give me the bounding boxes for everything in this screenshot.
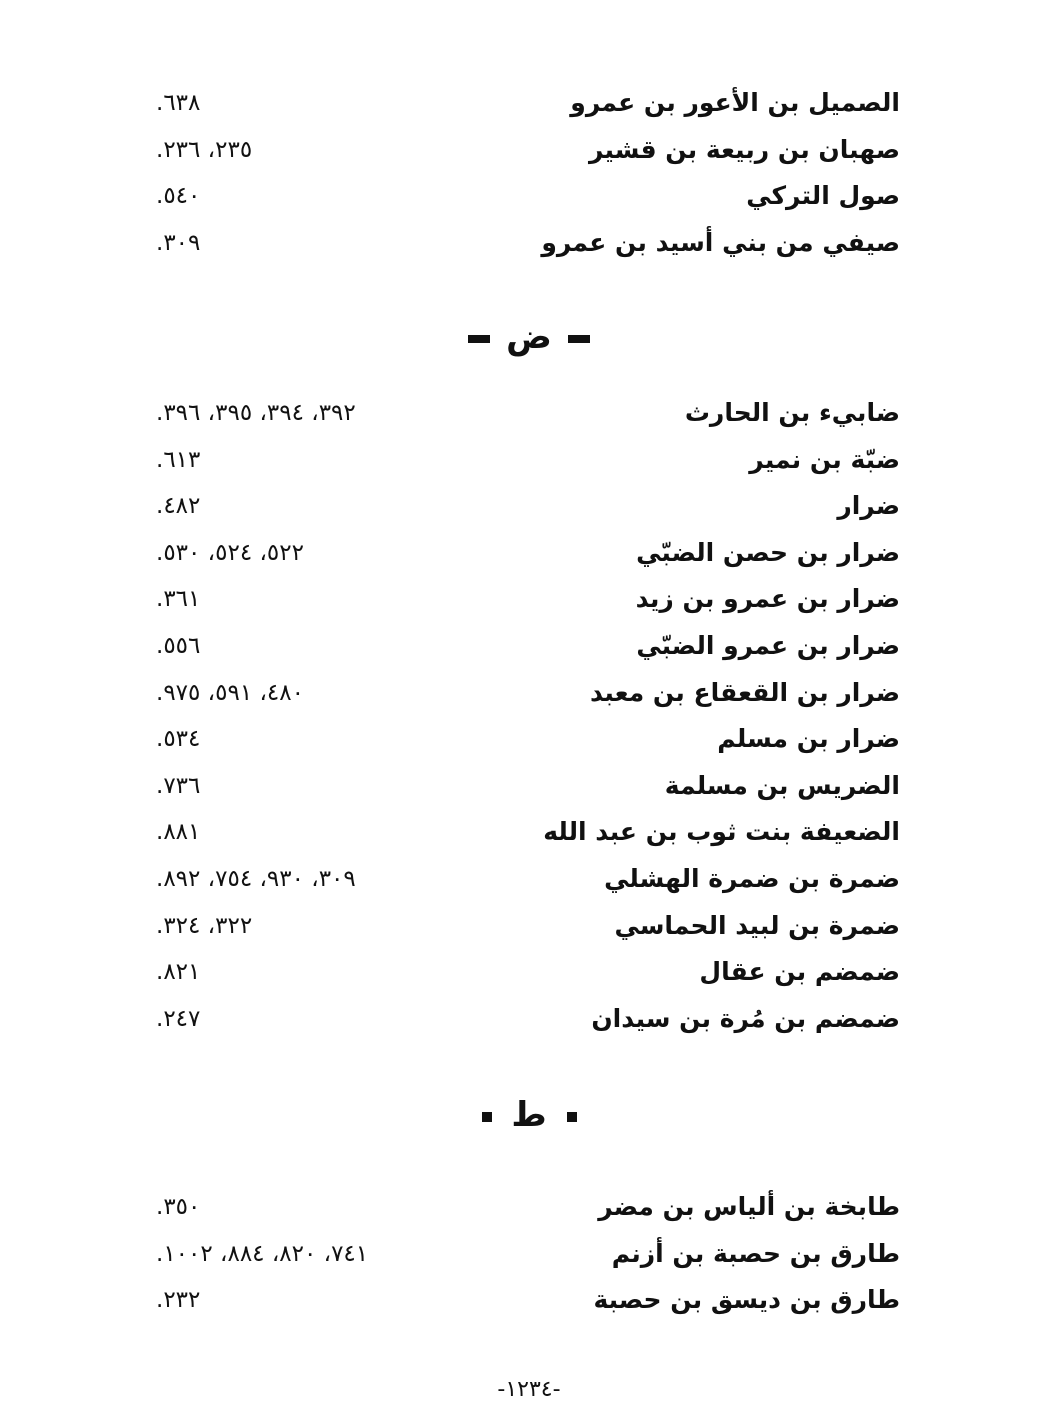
- index-entry: [0, 1231, 1058, 1278]
- entry-pages: ٢٣٢.: [156, 1287, 201, 1314]
- entry-pages: ٣٢٢، ٣٢٤.: [156, 912, 253, 939]
- entry-pages: ٦٣٨.: [156, 90, 201, 116]
- entry-name: ضرار بن عمرو الضبّي: [636, 630, 900, 660]
- heading-dash-left: [468, 335, 490, 343]
- index-entry: [0, 716, 1058, 763]
- entry-name: طارق بن حصبة بن أزنم: [611, 1238, 900, 1268]
- entry-name: ضرار بن مسلم: [717, 724, 900, 754]
- entry-name: ضبّة بن نمير: [749, 444, 900, 474]
- letter-heading-ta: [0, 1090, 1058, 1140]
- entry-name: ضمرة بن ضمرة الهشلي: [604, 863, 900, 893]
- index-entry: [0, 80, 1058, 127]
- index-entry: [0, 1184, 1058, 1231]
- entry-name: ضرار: [837, 491, 900, 521]
- entry-pages: ٥٢٢، ٥٢٤، ٥٣٠.: [156, 539, 304, 566]
- entry-name: طارق بن ديسق بن حصبة: [593, 1285, 900, 1315]
- entry-pages: ٢٤٧.: [156, 1005, 201, 1032]
- heading-letter: ط: [511, 1095, 547, 1135]
- index-entry: [0, 856, 1058, 903]
- entry-name: صيفي من بني أسيد بن عمرو: [541, 227, 900, 257]
- index-entry: [0, 809, 1058, 856]
- entry-pages: ٣٠٩.: [156, 229, 201, 256]
- section-dad: [0, 390, 1058, 1042]
- entry-name: ضرار بن حصن الضبّي: [636, 537, 900, 567]
- entry-pages: ٣٠٩، ٩٣٠، ٧٥٤، ٨٩٢.: [156, 865, 356, 892]
- letter-heading-dad: [0, 312, 1058, 362]
- index-entry: [0, 390, 1058, 437]
- entry-name: طابخة بن ألياس بن مضر: [598, 1192, 900, 1221]
- page-number: -١٢٣٤-: [497, 1377, 561, 1402]
- index-entry: [0, 763, 1058, 810]
- entry-name: ضمضم بن عقال: [699, 957, 900, 987]
- entry-pages: ٣٩٢، ٣٩٤، ٣٩٥، ٣٩٦.: [156, 400, 356, 426]
- entry-pages: ٣٦١.: [156, 586, 201, 613]
- section-ta: [0, 1184, 1058, 1324]
- heading-dash-right: [568, 335, 590, 343]
- section-sad-continued: [0, 80, 1058, 266]
- entry-name: ضمرة بن لبيد الحماسي: [614, 910, 900, 940]
- entry-pages: ٢٣٥، ٢٣٦.: [156, 136, 253, 163]
- entry-pages: ٧٤١، ٨٢٠، ٨٨٤، ١٠٠٢.: [156, 1240, 369, 1267]
- index-entry: [0, 670, 1058, 717]
- index-entry: [0, 127, 1058, 174]
- entry-pages: ٦١٣.: [156, 446, 201, 473]
- index-entry: [0, 576, 1058, 623]
- entry-pages: ٥٤٠.: [156, 183, 201, 210]
- index-entry: [0, 530, 1058, 577]
- entry-pages: ٧٣٦.: [156, 772, 201, 799]
- entry-pages: ٤٨٢.: [156, 493, 201, 520]
- index-entry: [0, 996, 1058, 1043]
- entry-name: ضرار بن القعقاع بن معبد: [589, 677, 900, 707]
- entry-name: ضابيء بن الحارث: [684, 398, 900, 427]
- index-entry: [0, 949, 1058, 996]
- heading-square-left: [482, 1112, 492, 1122]
- entry-name: ضرار بن عمرو بن زيد: [635, 584, 900, 614]
- index-entry: [0, 220, 1058, 267]
- index-entry: [0, 483, 1058, 530]
- entry-pages: ٤٨٠، ٥٩١، ٩٧٥.: [156, 679, 304, 706]
- entry-name: صول التركي: [746, 181, 900, 211]
- entry-pages: ٨٢١.: [156, 959, 201, 986]
- index-entry: [0, 173, 1058, 220]
- entry-pages: ٣٥٠.: [156, 1194, 201, 1220]
- entry-pages: ٨٨١.: [156, 819, 201, 846]
- entry-name: الضعيفة بنت ثوب بن عبد الله: [543, 817, 900, 847]
- heading-letter: ض: [506, 317, 552, 357]
- entry-pages: ٥٣٤.: [156, 726, 201, 753]
- index-entry: [0, 903, 1058, 950]
- entry-name: ضمضم بن مُرة بن سيدان: [591, 1003, 900, 1033]
- entry-name: الصميل بن الأعور بن عمرو: [570, 88, 900, 117]
- entry-name: صهبان بن ربيعة بن قشير: [589, 134, 900, 164]
- index-entry: [0, 1277, 1058, 1324]
- index-entry: [0, 623, 1058, 670]
- index-entry: [0, 437, 1058, 484]
- heading-square-right: [567, 1112, 577, 1122]
- entry-pages: ٥٥٦.: [156, 632, 201, 659]
- entry-name: الضريس بن مسلمة: [664, 770, 900, 800]
